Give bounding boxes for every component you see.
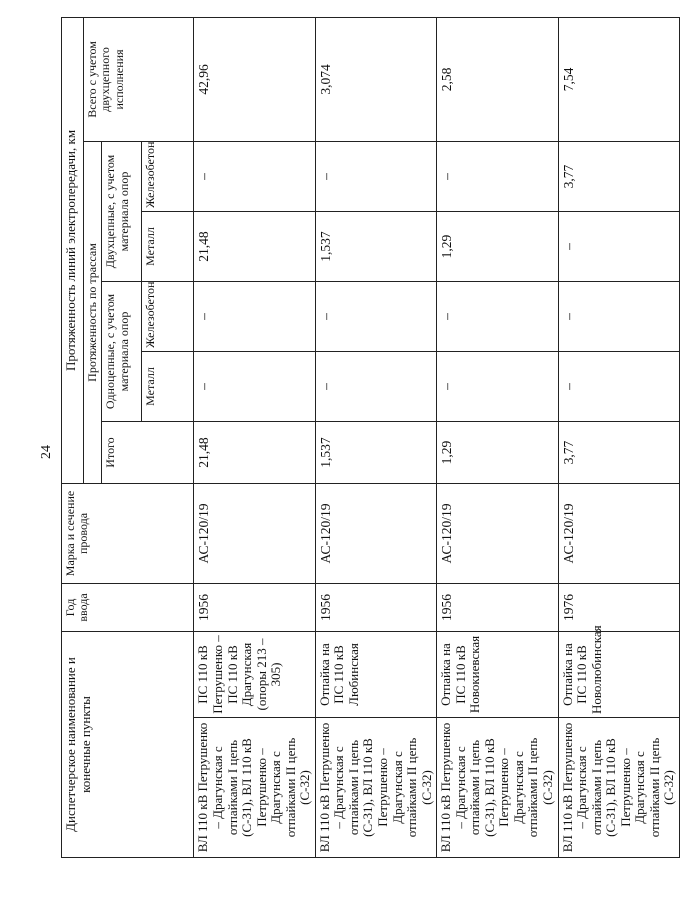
row-double-metal: 1,29 [437, 212, 558, 282]
row-grand-total: 3,074 [315, 17, 436, 141]
row-double-metal: 21,48 [194, 212, 315, 282]
header-route-length: Протяженность по трассам [84, 142, 102, 484]
row-single-metal: – [558, 352, 679, 422]
header-name: Диспетчерское наименование и конечные пункты [62, 632, 194, 858]
row-name: ВЛ 110 кВ Петрушенко – Драгунская с отпайками I цепь (С-31), ВЛ 110 кВ Петрушенко – Драгунская с отпайками II цепь (С-32) [315, 718, 436, 858]
row-grand-total: 42,96 [194, 17, 315, 141]
header-single-metal: Металл [142, 352, 194, 422]
row-endpoints: Отпайка на ПС 110 кВ Новокиевская [437, 632, 558, 718]
header-wire: Марка и сечение провода [62, 484, 194, 584]
row-double-metal: – [558, 212, 679, 282]
row-double-concrete: – [437, 142, 558, 212]
row-double-metal: 1,537 [315, 212, 436, 282]
row-endpoints: ПС 110 кВ Петрушенко – ПС 110 кВ Драгунская (опоры 213 – 305) [194, 632, 315, 718]
row-single-concrete: – [315, 282, 436, 352]
table-row [437, 17, 558, 857]
row-year: 1956 [437, 584, 558, 632]
row-name: ВЛ 110 кВ Петрушенко – Драгунская с отпайками I цепь (С-31), ВЛ 110 кВ Петрушенко – Драгунская с отпайками II цепь (С-32) [194, 718, 315, 858]
row-wire: АС-120/19 [315, 484, 436, 584]
row-year: 1956 [315, 584, 436, 632]
header-double-concrete: Железобетон [142, 142, 194, 212]
row-year: 1956 [194, 584, 315, 632]
row-endpoints: Отпайка на ПС 110 кВ Любинская [315, 632, 436, 718]
row-total: 1,29 [437, 422, 558, 484]
table-row [558, 17, 679, 857]
header-single-concrete: Железобетон [142, 282, 194, 352]
header-total-route: Итого [102, 422, 194, 484]
row-total: 3,77 [558, 422, 679, 484]
row-total: 1,537 [315, 422, 436, 484]
row-double-concrete: – [194, 142, 315, 212]
row-year: 1976 [558, 584, 679, 632]
row-single-metal: – [437, 352, 558, 422]
header-single-circuit: Одноцепные, с учетом материала опор [102, 282, 142, 422]
row-endpoints: Отпайка на ПС 110 кВ Новолюбинская [558, 632, 679, 718]
row-double-concrete: – [315, 142, 436, 212]
row-wire: АС-120/19 [194, 484, 315, 584]
row-double-concrete: 3,77 [558, 142, 679, 212]
row-single-metal: – [315, 352, 436, 422]
row-name: ВЛ 110 кВ Петрушенко – Драгунская с отпайками I цепь (С-31), ВЛ 110 кВ Петрушенко – Драгунская с отпайками II цепь (С-32) [558, 718, 679, 858]
table-row [315, 17, 436, 857]
row-name: ВЛ 110 кВ Петрушенко – Драгунская с отпайками I цепь (С-31), ВЛ 110 кВ Петрушенко – Драгунская с отпайками II цепь (С-32) [437, 718, 558, 858]
power-lines-table [61, 17, 680, 858]
header-double-circuit: Двухцепные, с учетом материала опор [102, 142, 142, 282]
row-wire: АС-120/19 [558, 484, 679, 584]
row-single-concrete: – [558, 282, 679, 352]
row-total: 21,48 [194, 422, 315, 484]
page-number: 24 [39, 445, 54, 459]
table-row [194, 17, 315, 857]
header-total-with-double: Всего с учетом двухцепного исполнения [84, 17, 194, 141]
header-double-metal: Металл [142, 212, 194, 282]
rotated-table-container [61, 18, 677, 858]
row-single-metal: – [194, 352, 315, 422]
row-grand-total: 7,54 [558, 17, 679, 141]
row-single-concrete: – [194, 282, 315, 352]
header-length: Протяженность линий электропередачи, км [62, 17, 84, 483]
row-wire: АС-120/19 [437, 484, 558, 584]
header-year: Год ввода [62, 584, 194, 632]
row-single-concrete: – [437, 282, 558, 352]
row-grand-total: 2,58 [437, 17, 558, 141]
